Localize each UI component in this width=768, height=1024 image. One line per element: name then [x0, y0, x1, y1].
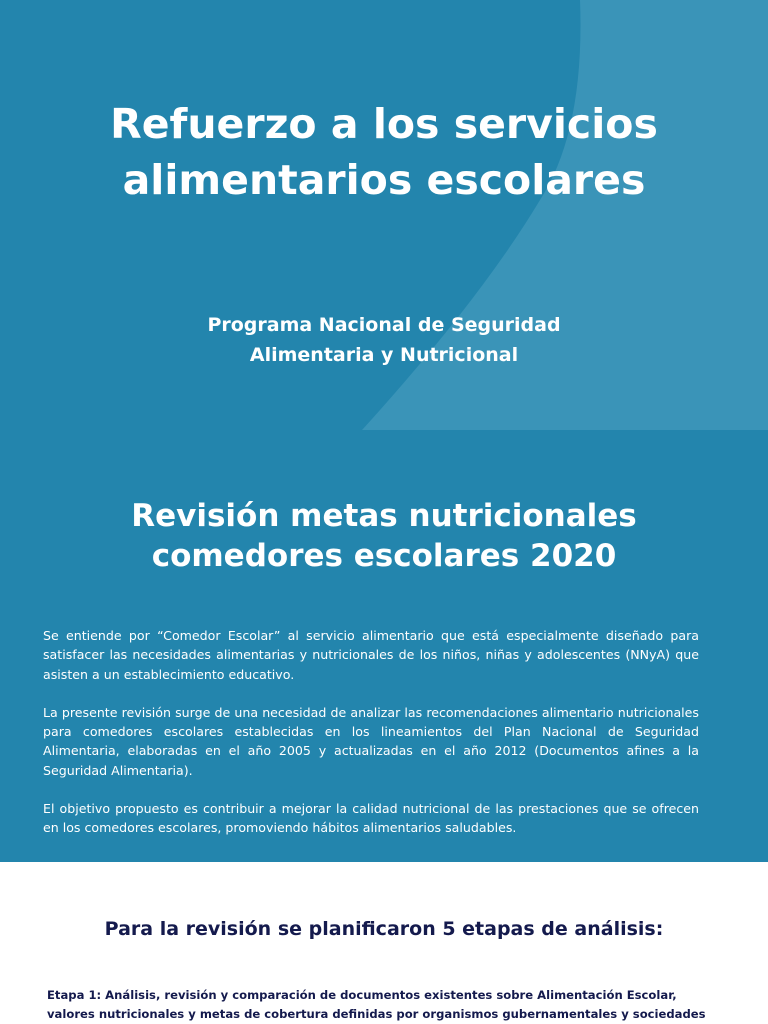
program-subtitle [0, 310, 768, 370]
intro-paragraph: Se entiende por “Comedor Escolar” al servicio alimentario que está especialmente diseñado para satisfacer las necesidades alimentarias y nutricionales de los niños, niñas y adolescentes (NNyA) que asisten a un establecimiento educativo. [43, 628, 699, 682]
page-title-line-2: alimentarios escolares [122, 156, 646, 204]
stage-1-line-1: Etapa 1: Análisis, revisión y comparación de documentos existentes sobre Alimentación Escolar, [47, 988, 677, 1002]
page-title-line-1: Refuerzo a los servicios [110, 100, 658, 148]
intro-paragraph: El objetivo propuesto es contribuir a mejorar la calidad nutricional de las prestaciones que se ofrecen en los comedores escolares, promoviendo hábitos alimentarios saludables. [43, 801, 699, 836]
stages-heading: Para la revisión se planificaron 5 etapas de análisis: [104, 918, 664, 940]
page-title [0, 96, 768, 208]
section-title-line-1: Revisión metas nutricionales [131, 498, 637, 534]
section-title [0, 496, 768, 576]
intro-text [43, 626, 699, 857]
hero-accent-shape [0, 0, 768, 440]
intro-paragraph: La presente revisión surge de una necesidad de analizar las recomendaciones alimentario nutricionales para comedores escolares establecidas en los lineamientos del Plan Nacional de Seguridad Alimentaria, elaboradas en el año 2005 y actualizadas en el año 2012 (Documentos afines a la Seguridad Alimentaria). [43, 704, 699, 778]
stage-1-text [47, 986, 723, 1024]
section-title-line-2: comedores escolares 2020 [151, 538, 617, 574]
program-subtitle-line-1: Programa Nacional de Seguridad [207, 314, 561, 336]
stage-1-line-2: valores nutricionales y metas de cobertura definidas por organismos gubernamentales y sociedades [47, 1007, 706, 1021]
program-subtitle-line-2: Alimentaria y Nutricional [249, 344, 519, 366]
